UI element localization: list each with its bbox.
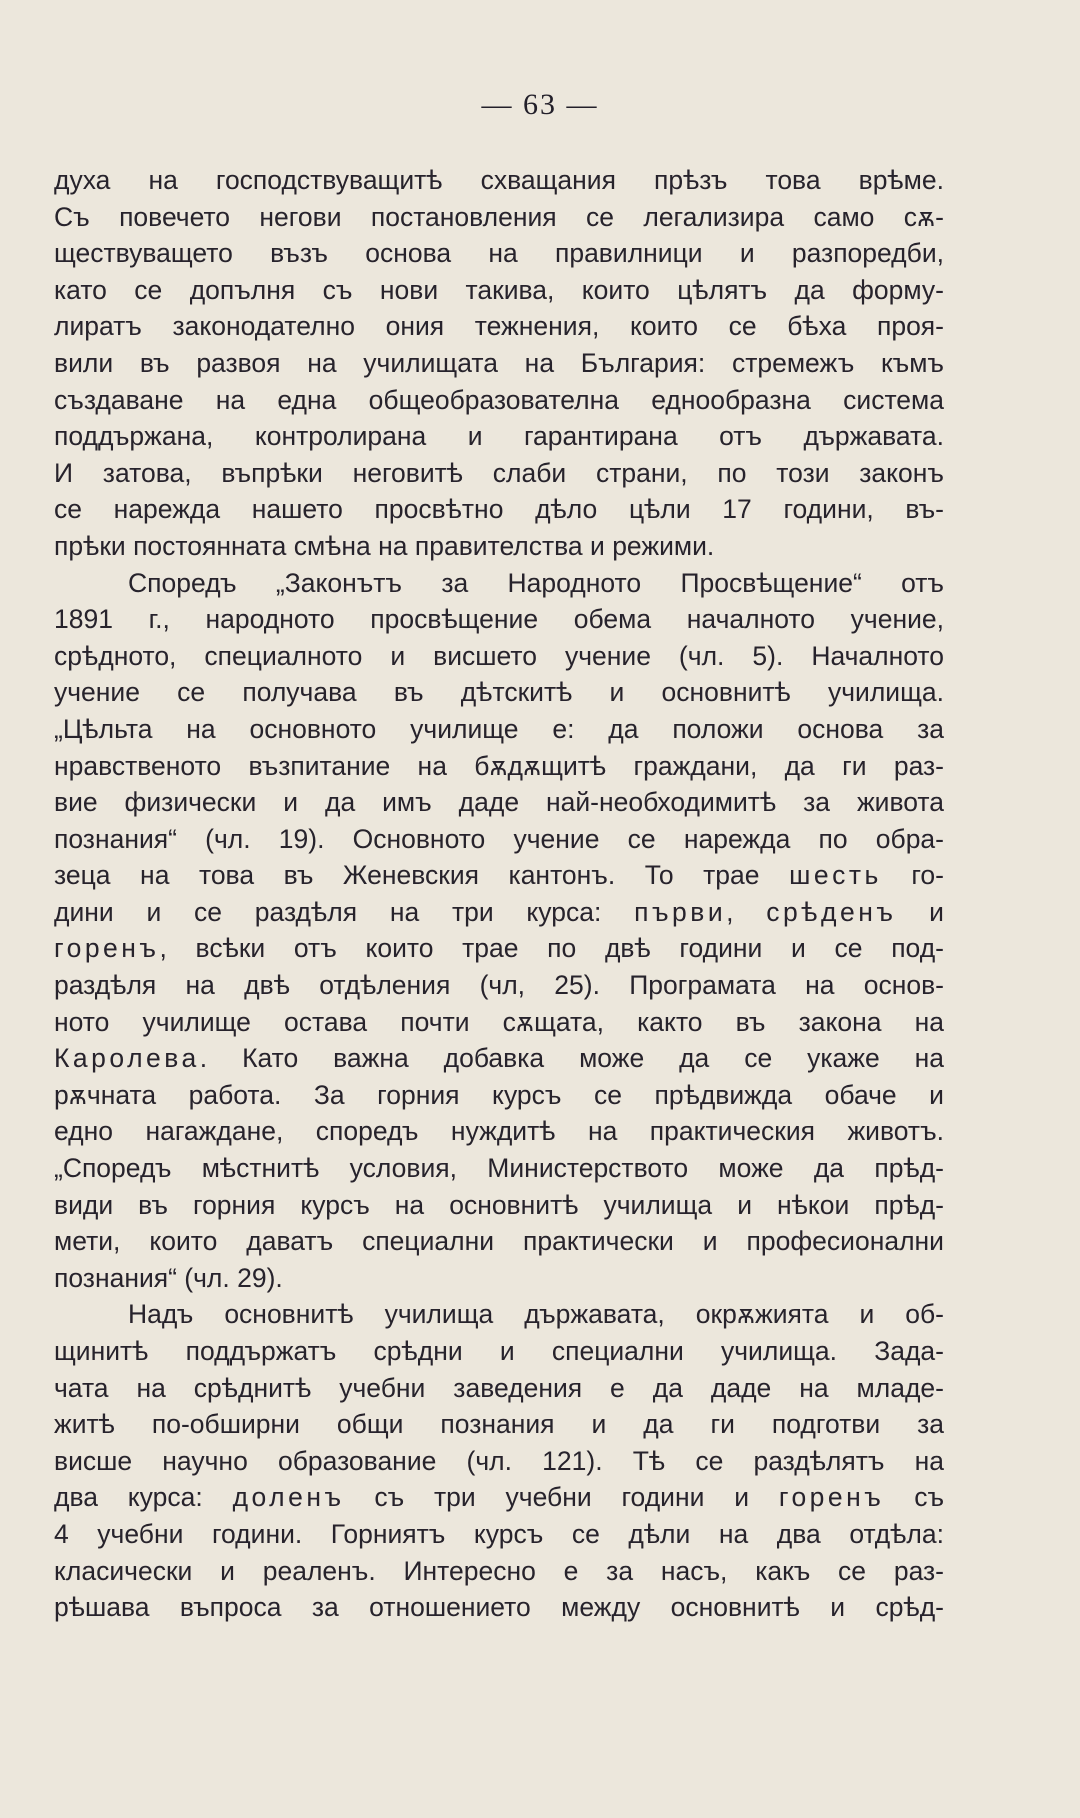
text-line: висше научно образование (чл. 121). Тѣ се раздѣлятъ на [54,1445,944,1476]
text-line: вие физически и да имъ даде най-необходимитѣ за живота [54,787,944,818]
spaced-word: доленъ [232,1482,345,1513]
text-line: рѣшава въпроса за отношението между основнитѣ и срѣд- [54,1592,944,1623]
text-line: като се допълня съ нови такива, които цѣлятъ да форму- [54,274,944,305]
text-segment: и [929,896,944,927]
text-segment: два курса: [54,1482,203,1513]
spaced-word: първи [634,896,727,927]
text-line: ното училище остава почти сѫщата, както въ закона на [54,1006,944,1037]
text-line: чата на срѣднитѣ учебни заведения е да даде на младе- [54,1372,944,1403]
text-line: дини и се раздѣля на три курса: първи, срѣденъ и [54,896,944,927]
text-segment: го- [911,860,944,891]
text-line: „Споредъ мѣстнитѣ условия, Министерството може да прѣд- [54,1153,944,1184]
text-segment: . Като важна добавка може да се укаже на [199,1043,944,1074]
text-line [54,930,944,967]
text-line: нравственото възпитание на бѫдѫщитѣ граждани, да ги раз- [54,750,944,781]
spaced-word: горенъ [778,1482,885,1513]
text-line: рѫчната работа. За горния курсъ се прѣдвижда обаче и [54,1079,944,1110]
text-line: Съ повечето негови постановления се легализира само сѫ- [54,201,944,232]
text-line: „Цѣльта на основното училище е: да положи основа за [54,713,944,744]
text-line: 1891 г., народното просвѣщение обема началното учение, [54,604,944,635]
text-line: И затова, въпрѣки неговитѣ слаби страни, по този законъ [54,457,944,488]
text-line: познания“ (чл. 29). [54,1262,283,1293]
text-line: житѣ по-обширни общи познания и да ги подготви за [54,1409,944,1440]
text-segment: , всѣки отъ които трае по двѣ години и се под- [159,933,944,964]
spaced-word: Каролева [54,1043,200,1074]
text-line: ществуващето възъ основа на правилници и разпоредби, [54,238,944,269]
text-line: Надъ основнитѣ училища държавата, окрѫжията и об- [128,1299,944,1330]
text-line: 4 учебни години. Горниятъ курсъ се дѣли на два отдѣла: [54,1518,944,1549]
text-line [54,1479,944,1516]
text-line [54,857,944,894]
text-line: едно нагаждане, споредъ нуждитѣ на практическия животъ. [54,1116,944,1147]
spaced-word: шесть [789,860,882,891]
body-text [54,162,944,1626]
text-line: лиратъ законодателно ония тежнения, които се бѣха проя- [54,311,944,342]
text-segment: съ три учебни години и [374,1482,750,1513]
text-line: поддържана, контролирана и гарантирана отъ държавата. [54,421,944,452]
text-line: духа на господствуващитѣ схващания прѣзъ това врѣме. [54,165,944,195]
text-line: учение се получава въ дѣтскитѣ и основнитѣ училища. [54,677,944,708]
text-segment: зеца на това въ Женевския кантонъ. То трае [54,860,760,891]
text-segment: дини и се раздѣля на три курса: [54,896,602,927]
spaced-word: срѣденъ [766,896,897,927]
text-segment: съ [914,1482,944,1513]
text-line: Споредъ „Законътъ за Народното Просвѣщение“ отъ [128,567,944,598]
page-number: — 63 — [481,88,599,121]
text-line: мети, които даватъ специални практически и професионални [54,1226,944,1257]
text-line: се нарежда нашето просвѣтно дѣло цѣли 17 години, въ- [54,494,944,525]
text-line: раздѣля на двѣ отдѣления (чл, 25). Програмата на основ- [54,970,944,1001]
text-line: срѣдното, специалното и висшето учение (чл. 5). Началното [54,640,944,671]
text-line: създаване на една общеобразователна еднообразна система [54,384,944,415]
text-line: класически и реаленъ. Интересно е за насъ, какъ се раз- [54,1555,944,1586]
text-line [54,1040,944,1077]
text-line: щинитѣ поддържатъ срѣдни и специални училища. Зада- [54,1336,944,1366]
text-line: вили въ развоя на училищата на България: стремежъ къмъ [54,347,944,378]
text-line: прѣки постоянната смѣна на правителства и режими. [54,530,715,561]
text-line: познания“ (чл. 19). Основното учение се нарежда по обра- [54,823,944,854]
spaced-word: горенъ [54,933,160,964]
text-line: види въ горния курсъ на основнитѣ училища и нѣкои прѣд- [54,1189,944,1220]
